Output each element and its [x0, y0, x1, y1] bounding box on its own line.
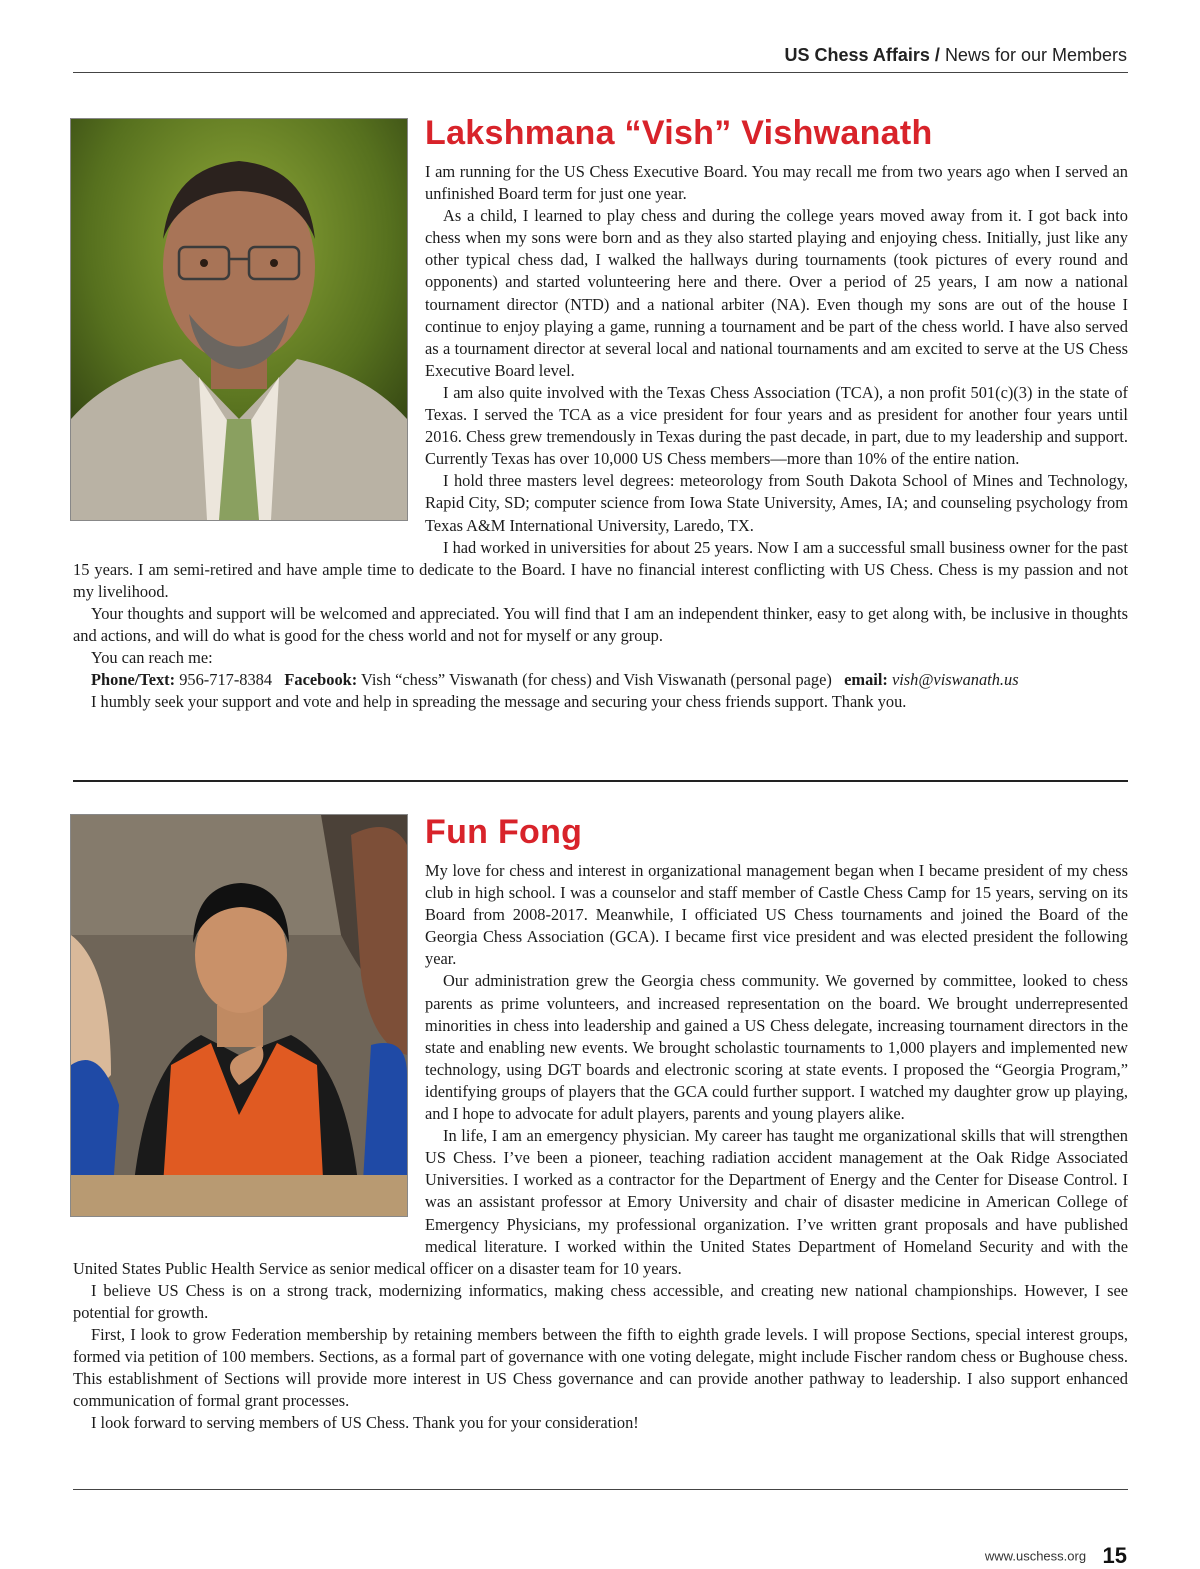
- paragraph: I had worked in universities for about 25 years. Now I am a successful small business owner for the past 15 years. I am semi-retired and have ample time to dedicate to the Board. I have no financial interest conflicting with US Chess. Chess is my passion and not my livelihood.: [73, 537, 1128, 601]
- header-rule: [73, 72, 1128, 73]
- paragraph: My love for chess and interest in organizational management began when I became president of my chess club in high school. I was a counselor and staff member of Castle Chess Camp for 15 years, serving on its Board from 2008-2017. Meanwhile, I officiated US Chess tournaments and joined the Board of the Georgia Chess Association (GCA). I became first vice president and was elected president the following year.: [425, 861, 1128, 969]
- running-header: [785, 45, 1127, 66]
- paragraph: As a child, I learned to play chess and during the college years moved away from it. I got back into chess when my sons were born and as they also started playing and enjoying chess. Initially, just like any other typical chess dad, I walked the hallways during tournaments (took pictures of every round and opponents) and started volunteering here and there. Over a period of 25 years, I am now a national tournament director (NTD) and a national arbiter (NA). Even though my sons are out of the house I continue to enjoy playing a game, running a tournament and be part of the chess world. I have also served as a tournament director at several local and national tournaments and am excited to serve at the US Chess Executive Board level.: [425, 206, 1128, 380]
- phone-label: Phone/Text:: [91, 670, 176, 690]
- candidate-section-vishwanath: [73, 113, 1128, 713]
- paragraph: In life, I am an emergency physician. My career has taught me organizational skills that will strengthen US Chess. I’ve been a pioneer, teaching radiation accident management at the Oak Ridge Associated Universities. I worked as a contractor for the Department of Energy and the Center for Disease Control. I was an assistant professor at Emory University and chair of disaster medicine in American College of Emergency Physicians, my professional organization. I’ve written grant proposals and have published medical literature. I worked within the United States Department of Homeland Security and with the United States Public Health Service as senior medical officer on a disaster team for 10 years.: [73, 1126, 1128, 1278]
- paragraph: I hold three masters level degrees: meteorology from South Dakota School of Mines and Technology, Rapid City, SD; computer science from Iowa State University, Ames, IA; and counseling psychology from Texas A&M International University, Laredo, TX.: [425, 471, 1128, 535]
- header-section: US Chess Affairs /: [784, 45, 940, 65]
- paragraph: Our administration grew the Georgia chess community. We governed by committee, looked to chess parents as prime volunteers, and increased representation on the board. We brought underrepresented minorities in chess into leadership and gained a US Chess delegate, increasing tournament directors in the state and enabling new events. We brought scholastic tournaments to 1,000 players and implemented new technology, using DGT boards and electronic scoring at state events. I proposed the “Georgia Program,” identifying groups of players that the GCA could further support. I watched my daughter grow up playing, and I hope to advocate for adult players, parents and young players alike.: [425, 971, 1128, 1124]
- paragraph: I humbly seek your support and vote and help in spreading the message and securing your chess friends support. Thank you.: [91, 692, 907, 712]
- footer-rule: [73, 1489, 1128, 1490]
- phone-number: 956-717-8384: [179, 670, 273, 690]
- candidate-name: Fun Fong: [425, 813, 583, 851]
- candidate-section-fong: [73, 812, 1128, 1434]
- contact-line: [73, 669, 1128, 691]
- candidate-name: Lakshmana “Vish” Vishwanath: [425, 114, 933, 152]
- email-address: vish@viswanath.us: [891, 670, 1019, 690]
- footer-url: www.uschess.org: [984, 1548, 1087, 1564]
- page-number: 15: [1102, 1543, 1127, 1568]
- email-label: email:: [844, 670, 888, 690]
- section-divider: [73, 780, 1128, 782]
- header-subtitle: News for our Members: [944, 45, 1127, 65]
- paragraph: Your thoughts and support will be welcomed and appreciated. You will find that I am an independent thinker, easy to get along with, be inclusive in thoughts and actions, and will do what is good for the chess world and not for myself or any group.: [73, 603, 1128, 645]
- paragraph: I believe US Chess is on a strong track, modernizing informatics, making chess accessible, and creating new national championships. However, I see potential for growth.: [73, 1280, 1128, 1322]
- paragraph: I am also quite involved with the Texas Chess Association (TCA), a non profit 501(c)(3) in the state of Texas. I served the TCA as a vice president for four years and as president for another four years until 2016. Chess grew tremendously in Texas during the past decade, in part, due to my leadership and support. Currently Texas has over 10,000 US Chess members—more than 10% of the entire nation.: [425, 382, 1128, 469]
- facebook-label: Facebook:: [284, 670, 358, 690]
- paragraph: You can reach me:: [91, 648, 213, 668]
- paragraph: I look forward to serving members of US Chess. Thank you for your consideration!: [91, 1413, 639, 1433]
- facebook-value: Vish “chess” Viswanath (for chess) and Vish Viswanath (personal page): [361, 670, 832, 690]
- paragraph: First, I look to grow Federation membership by retaining members between the fifth to eighth grade levels. I will propose Sections, special interest groups, formed via petition of 100 members. Sections, as a formal part of governance with one voting delegate, might include Fischer random chess or Bughouse chess. This establishment of Sections will provide more interest in US Chess governance and can provide another pathway to leadership. I also support enhanced communication of formal grant processes.: [73, 1324, 1128, 1411]
- paragraph: I am running for the US Chess Executive Board. You may recall me from two years ago when I served an unfinished Board term for just one year.: [425, 162, 1128, 204]
- page-footer: [985, 1543, 1127, 1569]
